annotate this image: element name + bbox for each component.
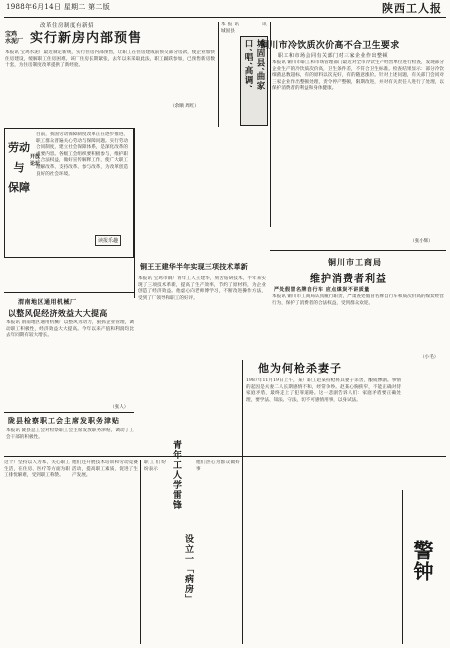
boxed-caption: 开放 论坛 [30,154,41,167]
subheadline: 职工和市场会同有关部门对三家企业作出整顿 [278,53,389,59]
article-body: 本报讯 城固县 [221,22,239,34]
article-body: 他们热心为群众做好事 [196,460,240,472]
article-body: 职工们纷纷表示 [144,460,166,472]
divider [270,250,446,251]
article-body: 1987年11月19日上午，某厂职工赵某持枪将其妻子杀害，酿成惨剧。事情的起因是夫妻二人长期感情不和，经常争吵。赵某心胸狭窄，不能正确对待家庭矛盾，最终走上了犯罪道路。这一悲剧告诉人们：家庭矛盾要正确处理，要学法、知法、守法，切不可感情用事，以身试法。 [246,378,401,403]
article-body: 讯 [262,22,267,27]
vertical-headline: 设立一「病房」 [183,534,193,604]
stamp: 读报乐趣 [95,235,121,246]
divider [270,22,271,227]
divider [4,292,134,293]
subheadline: 严处假冒名牌自行车 应点煤炭不讲质量 [274,287,370,293]
headline: 他为何枪杀妻子 [258,362,342,375]
article-body: 本报讯 铜川市工商局认真履行职责，严肃查处假冒名牌自行车和质次价高的煤炭经营行为，保护了消费者的合法权益，受到群众欢迎。 [272,294,444,306]
divider [402,490,403,644]
headline: 实行新房内部预售 [30,31,143,46]
divider [140,460,141,644]
headline: 以整风促经济效益大大提高 [8,308,108,318]
headline: 铜王王建华半年实现三项技术革新 [140,262,248,271]
article-body: 本报讯 宝鸡市铜厂青年工人王建华，刻苦钻研技术，半年来实现了三项技术革新，提高了生产效率，节约了原材料，为企业创造了经济效益。他虚心向老师傅学习，不断改进操作方法，受到了厂领导和职工的好评。 [138,276,266,301]
article-body: 目前，我国劳动保障制度改革正在逐步推进，职工群众普遍关心劳动与保障问题。实行劳动合同制度，建立社会保障体系，是深化改革的重要内容。各级工会组织要积极参与，维护职工合法权益，做好宣传解释工作，使广大职工理解改革、支持改革、参与改革，为改革创造良好的社会环境。 [36,132,128,177]
article-body: 这个厂坚持以人为本，关心职工生活，在住房、医疗等方面为职工排忧解难，受到职工称赞。 [4,460,70,479]
headline: 铜川市冷饮质次价高不合卫生要求 [260,41,400,51]
headline-top: 铜川市工商局 [328,257,382,267]
byline: （张小辉） [410,239,433,244]
vertical-headline: 城固县‘曲家口’唱‘高调’ [240,36,268,126]
byline: （小毛） [420,355,439,360]
byline: （余顺 周红） [170,104,200,109]
masthead: 陕西工人报 [382,2,442,15]
article-body: 本报讯 铜川市职工和市场管理部门最近对全市冷饮生产经营单位进行检查，发现部分企业生产的冷饮质次价高，卫生条件差，不符合卫生标准。检查结果显示：部分冷饮细菌总数超标，有的原料以次充好，有的随意涨价。针对上述问题，有关部门会同对三家企业作出整顿处理，责令停产整顿，限期改进，并对有关责任人进行了处理，以保护消费者的利益和身体健康。 [272,60,444,92]
divider [4,412,134,413]
article-body: 本报讯 宝鸡水泥厂最近制定新规，实行住房内部预售，让职工在住房建成前预交部分房款，使企业加快住房建设，缓解职工住房困难。该厂住房长期紧张，去年以来采取此法，职工踊跃参加，已预售新房数十套，为住房制度改革提供了新经验。 [5,50,215,69]
headline: 维护消费者利益 [310,274,387,285]
vertical-headline: 青年工人学雷锋 [171,440,181,510]
byline: （张人） [110,405,129,410]
headline: 陇县检察职工会主席发职务津贴 [8,416,120,425]
article-body: 本报讯 渭南地区通用机械厂以整风为动力，狠抓企业管理，调动职工积极性，经济效益大大提高。今年以来产值和利润均比去年同期有较大增长。 [6,320,134,339]
article-body: 本报讯 陇县总工会对检察职工会主席发放职务津贴，调动了工会干部的积极性。 [6,428,134,440]
divider [134,128,135,298]
kicker: 渭南地区通用机械厂 [18,299,77,306]
divider [242,360,243,644]
date-line: 1988年6月14日 星期二 第二版 [6,3,111,11]
column-title: 警钟 [410,540,434,582]
divider [218,22,219,127]
article-body: 他们还开展技术培训和劳动竞赛活动，提高职工素质，促进了生产发展。 [72,460,138,479]
side-label: 宝鸡 水泥厂 [5,31,24,45]
boxed-title: 劳动 与 保障 [8,141,30,194]
kicker: 改革住房制度有新招 [40,23,95,29]
